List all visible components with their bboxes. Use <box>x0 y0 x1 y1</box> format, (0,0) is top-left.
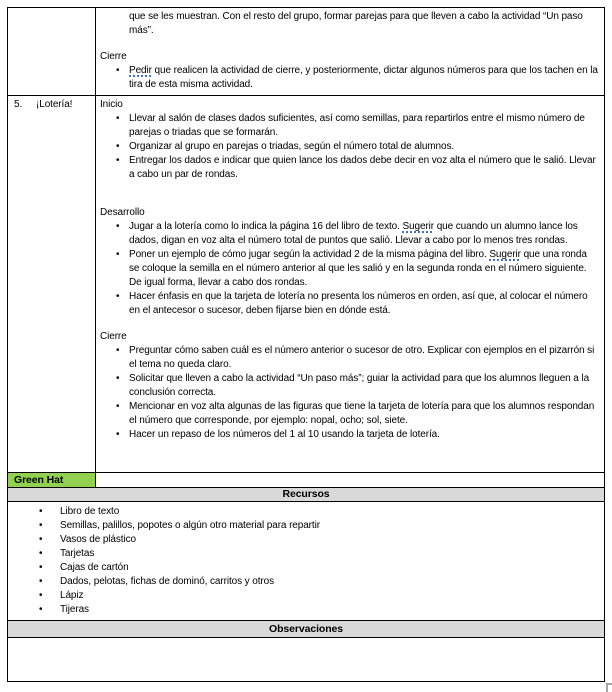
spellcheck-word: Pedir <box>129 65 152 76</box>
spellcheck-word: Sugerir <box>402 221 435 232</box>
text-segment: Entregar los dados e indicar que quien lance los dados debe decir en voz alta el número que le salió. Llevar a cabo un par de rondas. <box>129 155 596 180</box>
bullet-item <box>100 64 598 92</box>
text-segment: Hacer un repaso de los números del 1 al 10 usando la tarjeta de lotería. <box>129 429 440 440</box>
resource-item: • Vasos de plástico <box>8 533 604 547</box>
green-hat-empty-cell[interactable] <box>96 473 604 487</box>
text-segment: Mencionar en voz alta algunas de las figuras que tiene la tarjeta de lotería para que los alumnos respondan el número que corresponde, por ejemplo: nopal, ocho; sol, siete. <box>129 401 595 426</box>
resource-item: • Lápiz <box>8 589 604 603</box>
resource-item: • Semillas, palillos, popotes o algún otro material para repartir <box>8 519 604 533</box>
green-hat-cell[interactable]: Green Hat <box>8 473 96 487</box>
text-segment: Hacer énfasis en que la tarjeta de lotería no presenta los números en orden, así que, al colocar el número en el antecesor o sucesor, deben fijarse bien en dónde está. <box>129 291 588 316</box>
loteria-content-cell[interactable] <box>96 96 604 472</box>
paragraph-continuation <box>100 10 598 38</box>
section-label: Cierre <box>100 331 127 342</box>
activity-title: ¡Lotería! <box>36 99 73 110</box>
text-segment: Jugar a la lotería como lo indica la página 16 del libro de texto. <box>129 221 403 232</box>
recursos-header-row[interactable]: Recursos <box>8 487 604 501</box>
text-segment: que realicen la actividad de cierre, y posteriormente, dictar algunos números para que los tachen en la tira de esta misma actividad. <box>129 65 598 90</box>
loteria-activity-row <box>8 95 604 472</box>
activity-number: 5. <box>14 99 23 110</box>
blank-line <box>100 182 598 194</box>
resource-item: • Dados, pelotas, fichas de dominó, carritos y otros <box>8 575 604 589</box>
blank-line <box>100 318 598 330</box>
bullet-item <box>100 248 598 290</box>
text-segment: Solicitar que lleven a cabo la actividad “Un paso más”; guiar la actividad para que los alumnos lleguen a la conclusión correcta. <box>129 373 590 398</box>
bullet-item <box>100 112 598 140</box>
text-segment: que cuando un alumno lance los dados, digan en voz alta el número total de puntos que salió. Llevar a cabo por lo menos tres rondas. <box>129 221 578 246</box>
bullet-item <box>100 372 598 400</box>
observaciones-header-row[interactable]: Observaciones <box>8 620 604 637</box>
text-segment: Poner un ejemplo de cómo jugar según la actividad 2 de la misma página del libro. <box>129 249 490 260</box>
blank-line <box>100 38 598 50</box>
bullet-item <box>100 344 598 372</box>
bullet-item <box>100 290 598 318</box>
bullet-item <box>100 428 598 442</box>
recursos-list-cell[interactable] <box>8 501 604 620</box>
text-segment: Organizar al grupo en parejas o triadas, según el número total de alumnos. <box>129 141 455 152</box>
prev-activity-row <box>8 8 604 95</box>
green-hat-row <box>8 472 604 487</box>
bullet-item <box>100 140 598 154</box>
text-segment: que una ronda se coloque la semilla en el número anterior al que les salió y en la segunda ronda en el número siguiente. De igual forma, llevar a cabo dos rondas. <box>129 249 587 288</box>
prev-activity-number-cell[interactable] <box>8 8 96 95</box>
prev-activity-content-cell[interactable] <box>96 8 604 95</box>
resource-item: • Cajas de cartón <box>8 561 604 575</box>
text-segment: que se les muestran. Con el resto del grupo, formar parejas para que lleven a cabo la actividad “Un paso más”. <box>129 11 583 36</box>
section-label: Inicio <box>100 99 123 110</box>
resource-item: • Tijeras <box>8 603 604 617</box>
resource-item: • Tarjetas <box>8 547 604 561</box>
text-segment: Llevar al salón de clases dados suficientes, así como semillas, para repartirlos entre el mismo número de parejas o triadas que se formarán. <box>129 113 585 138</box>
loteria-title-cell[interactable] <box>8 96 96 472</box>
resource-item: • Libro de texto <box>8 505 604 519</box>
section-label: Desarrollo <box>100 207 145 218</box>
bullet-item <box>100 154 598 182</box>
bullet-item <box>100 400 598 428</box>
section-label: Cierre <box>100 51 127 62</box>
bullet-item <box>100 220 598 248</box>
text-segment: Preguntar cómo saben cuál es el número anterior o sucesor de otro. Explicar con ejemplos en el pizarrón si el tema no queda claro. <box>129 345 595 370</box>
lesson-plan-table <box>7 7 605 682</box>
blank-line <box>100 194 598 206</box>
observaciones-empty-cell[interactable] <box>8 637 604 638</box>
spellcheck-word: Sugerir <box>489 249 521 260</box>
